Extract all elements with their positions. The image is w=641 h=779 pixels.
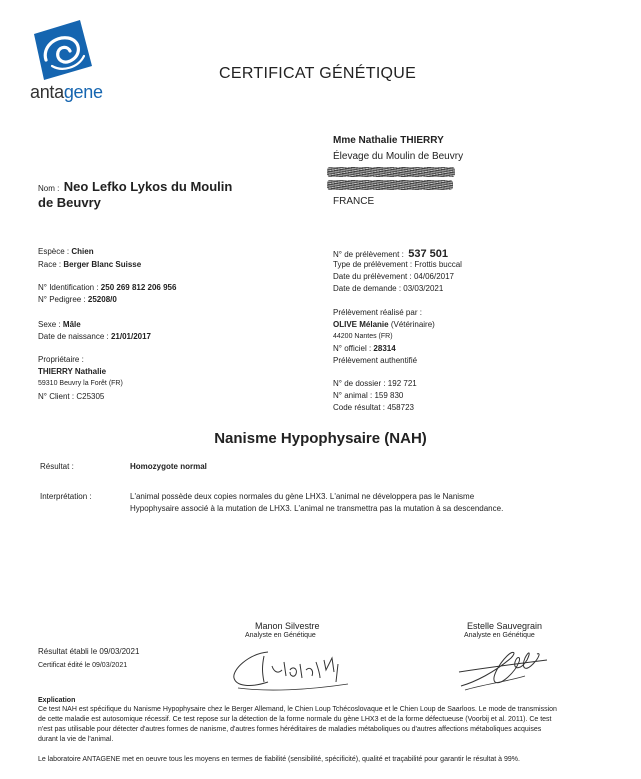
- animal-name-line1: Neo Lefko Lykos du Moulin: [63, 179, 233, 194]
- test-title: Nanisme Hypophysaire (NAH): [214, 430, 427, 447]
- race-value: Berger Blanc Suisse: [63, 260, 142, 269]
- type-value: Frottis buccal: [414, 260, 462, 269]
- signature-left-scribble: [228, 642, 358, 694]
- identification-value: 250 269 812 206 956: [100, 283, 177, 292]
- espece-row: [38, 247, 94, 256]
- vet-city: 44200 Nantes (FR): [333, 333, 393, 340]
- certificate-edited-date: Certificat édité le 09/03/2021: [38, 662, 128, 669]
- authentifie-text: Prélèvement authentifié: [333, 356, 418, 365]
- dossier-label: N° de dossier :: [333, 379, 386, 388]
- dossier-row: [333, 379, 417, 388]
- antagene-logo-mark: [32, 20, 94, 80]
- result-label: Résultat :: [40, 462, 74, 471]
- code-value: 458723: [387, 403, 414, 412]
- identification-label: N° Identification :: [38, 283, 99, 292]
- officiel-row: [333, 344, 396, 353]
- prelevement-label: N° de prélèvement :: [333, 250, 404, 259]
- redacted-address-line2: [327, 180, 453, 190]
- client-row: [38, 392, 104, 401]
- realise-label: Prélèvement réalisé par :: [333, 308, 422, 317]
- interpretation-line2: Hypophysaire associé à la mutation de LHX3. L'animal ne transmettra pas la mutation à sa descendance.: [130, 504, 504, 513]
- prelevement-value: 537 501: [408, 248, 449, 260]
- explication-line2: de cette maladie est autosomique récessif. Ce test repose sur la détection de la forme normale du gène LHX3 et de la forme défectueuse (Voorbij et al. 2011). Ce test: [38, 716, 552, 723]
- owner-label: Propriétaire :: [38, 355, 84, 364]
- owner-address: 59310 Beuvry la Forêt (FR): [38, 380, 123, 387]
- code-row: [333, 403, 414, 412]
- explication-title: Explication: [38, 697, 76, 704]
- sexe-label: Sexe :: [38, 320, 61, 329]
- signature-left-role: Analyste en Génétique: [245, 632, 316, 639]
- client-value: C25305: [76, 392, 105, 401]
- vet-row: [333, 320, 435, 329]
- animal-name-line2: de Beuvry: [38, 195, 101, 210]
- explication-line1: Ce test NAH est spécifique du Nanisme Hypophysaire chez le Berger Allemand, le Chien Loup Tchécoslovaque et le Chien Loup de Saarloos. Le mode de transmission: [38, 706, 557, 713]
- animal-number-label: N° animal :: [333, 391, 373, 400]
- antagene-wordmark: [30, 82, 103, 103]
- type-row: [333, 260, 462, 269]
- race-row: [38, 260, 141, 269]
- result-value: Homozygote normal: [130, 462, 207, 471]
- animal-name-row: [38, 178, 232, 196]
- antagene-logo: [30, 20, 110, 100]
- espece-value: Chien: [71, 247, 94, 256]
- dossier-value: 192 721: [387, 379, 417, 388]
- nom-label: Nom :: [38, 184, 60, 193]
- animal-number-row: [333, 391, 403, 400]
- vet-role: (Vétérinaire): [390, 320, 435, 329]
- vet-name: OLIVE Mélanie: [333, 320, 389, 329]
- signature-right-name: Estelle Sauvegrain: [467, 621, 543, 631]
- date-demande-row: [333, 284, 443, 293]
- result-established-date: Résultat établi le 09/03/2021: [38, 647, 140, 656]
- certificate-title: CERTIFICAT GÉNÉTIQUE: [219, 65, 417, 82]
- date-prelevement-value: 04/06/2017: [413, 272, 454, 281]
- redacted-address-line1: [327, 167, 455, 177]
- date-demande-value: 03/03/2021: [403, 284, 444, 293]
- naissance-row: [38, 332, 151, 341]
- explication-line4: durant la vie de l'animal.: [38, 736, 114, 743]
- interpretation-label: Interprétation :: [40, 492, 92, 501]
- identification-row: [38, 283, 176, 292]
- type-label: Type de prélèvement :: [333, 260, 413, 269]
- recipient-country: FRANCE: [333, 196, 375, 207]
- wordmark-anta: anta: [30, 82, 64, 102]
- animal-number-value: 159 830: [374, 391, 404, 400]
- code-label: Code résultat :: [333, 403, 386, 412]
- officiel-label: N° officiel :: [333, 344, 372, 353]
- recipient-name: Mme Nathalie THIERRY: [333, 135, 444, 146]
- officiel-value: 28314: [373, 344, 396, 353]
- pedigree-row: [38, 295, 117, 304]
- naissance-label: Date de naissance :: [38, 332, 109, 341]
- signature-right-role: Analyste en Génétique: [464, 632, 535, 639]
- date-prelevement-row: [333, 272, 454, 281]
- signature-right-scribble: [455, 642, 555, 694]
- espece-label: Espèce :: [38, 247, 70, 256]
- sexe-row: [38, 320, 81, 329]
- date-demande-label: Date de demande :: [333, 284, 402, 293]
- pedigree-value: 25208/0: [87, 295, 117, 304]
- explication-line3: n'est pas utilisable pour détecter d'autres formes de nanisme, d'autres formes héréditaires de maladies métaboliques ou d'autres affections métaboliques acquises: [38, 726, 542, 733]
- sexe-value: Mâle: [62, 320, 81, 329]
- date-prelevement-label: Date du prélèvement :: [333, 272, 412, 281]
- recipient-line1: Élevage du Moulin de Beuvry: [333, 151, 464, 162]
- interpretation-line1: L'animal possède deux copies normales du gène LHX3. L'animal ne développera pas le Nanisme: [130, 492, 475, 501]
- race-label: Race :: [38, 260, 62, 269]
- naissance-value: 21/01/2017: [110, 332, 151, 341]
- signature-left-name: Manon Silvestre: [255, 621, 320, 631]
- wordmark-gene: gene: [63, 82, 103, 102]
- explication-footer: Le laboratoire ANTAGENE met en oeuvre tous les moyens en termes de fiabilité (sensibilité, spécificité), qualité et traçabilité pour garantir le résultat à 99%.: [38, 756, 520, 763]
- client-label: N° Client :: [38, 392, 75, 401]
- owner-name: THIERRY Nathalie: [38, 367, 107, 376]
- pedigree-label: N° Pedigree :: [38, 295, 86, 304]
